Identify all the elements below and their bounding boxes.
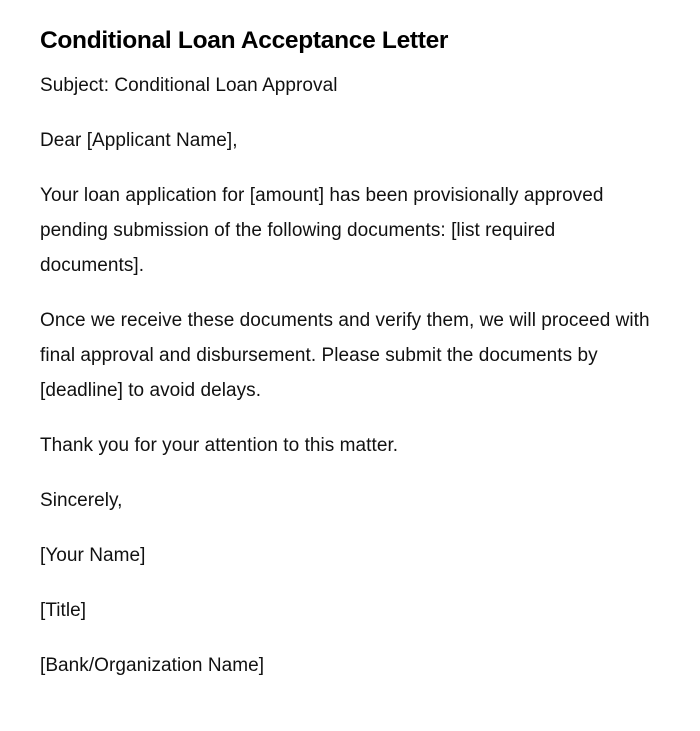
letter-subject: Subject: Conditional Loan Approval — [40, 75, 338, 96]
letter-title: Conditional Loan Acceptance Letter — [40, 27, 449, 54]
signature-name: [Your Name] — [40, 545, 146, 566]
body-paragraph-approval: Your loan application for [amount] has been provisionally approved pending submission of the following documents: [list required documents]. — [40, 185, 604, 276]
signature-title: [Title] — [40, 600, 87, 621]
body-paragraph-next-steps: Once we receive these documents and verify them, we will proceed with final approval and disbursement. Please submit the documents by [deadline] to avoid delays. — [40, 310, 650, 401]
body-paragraph-thanks: Thank you for your attention to this matter. — [40, 435, 399, 456]
signature-organization: [Bank/Organization Name] — [40, 655, 265, 676]
letter-closing: Sincerely, — [40, 490, 123, 511]
letter-salutation: Dear [Applicant Name], — [40, 130, 238, 151]
